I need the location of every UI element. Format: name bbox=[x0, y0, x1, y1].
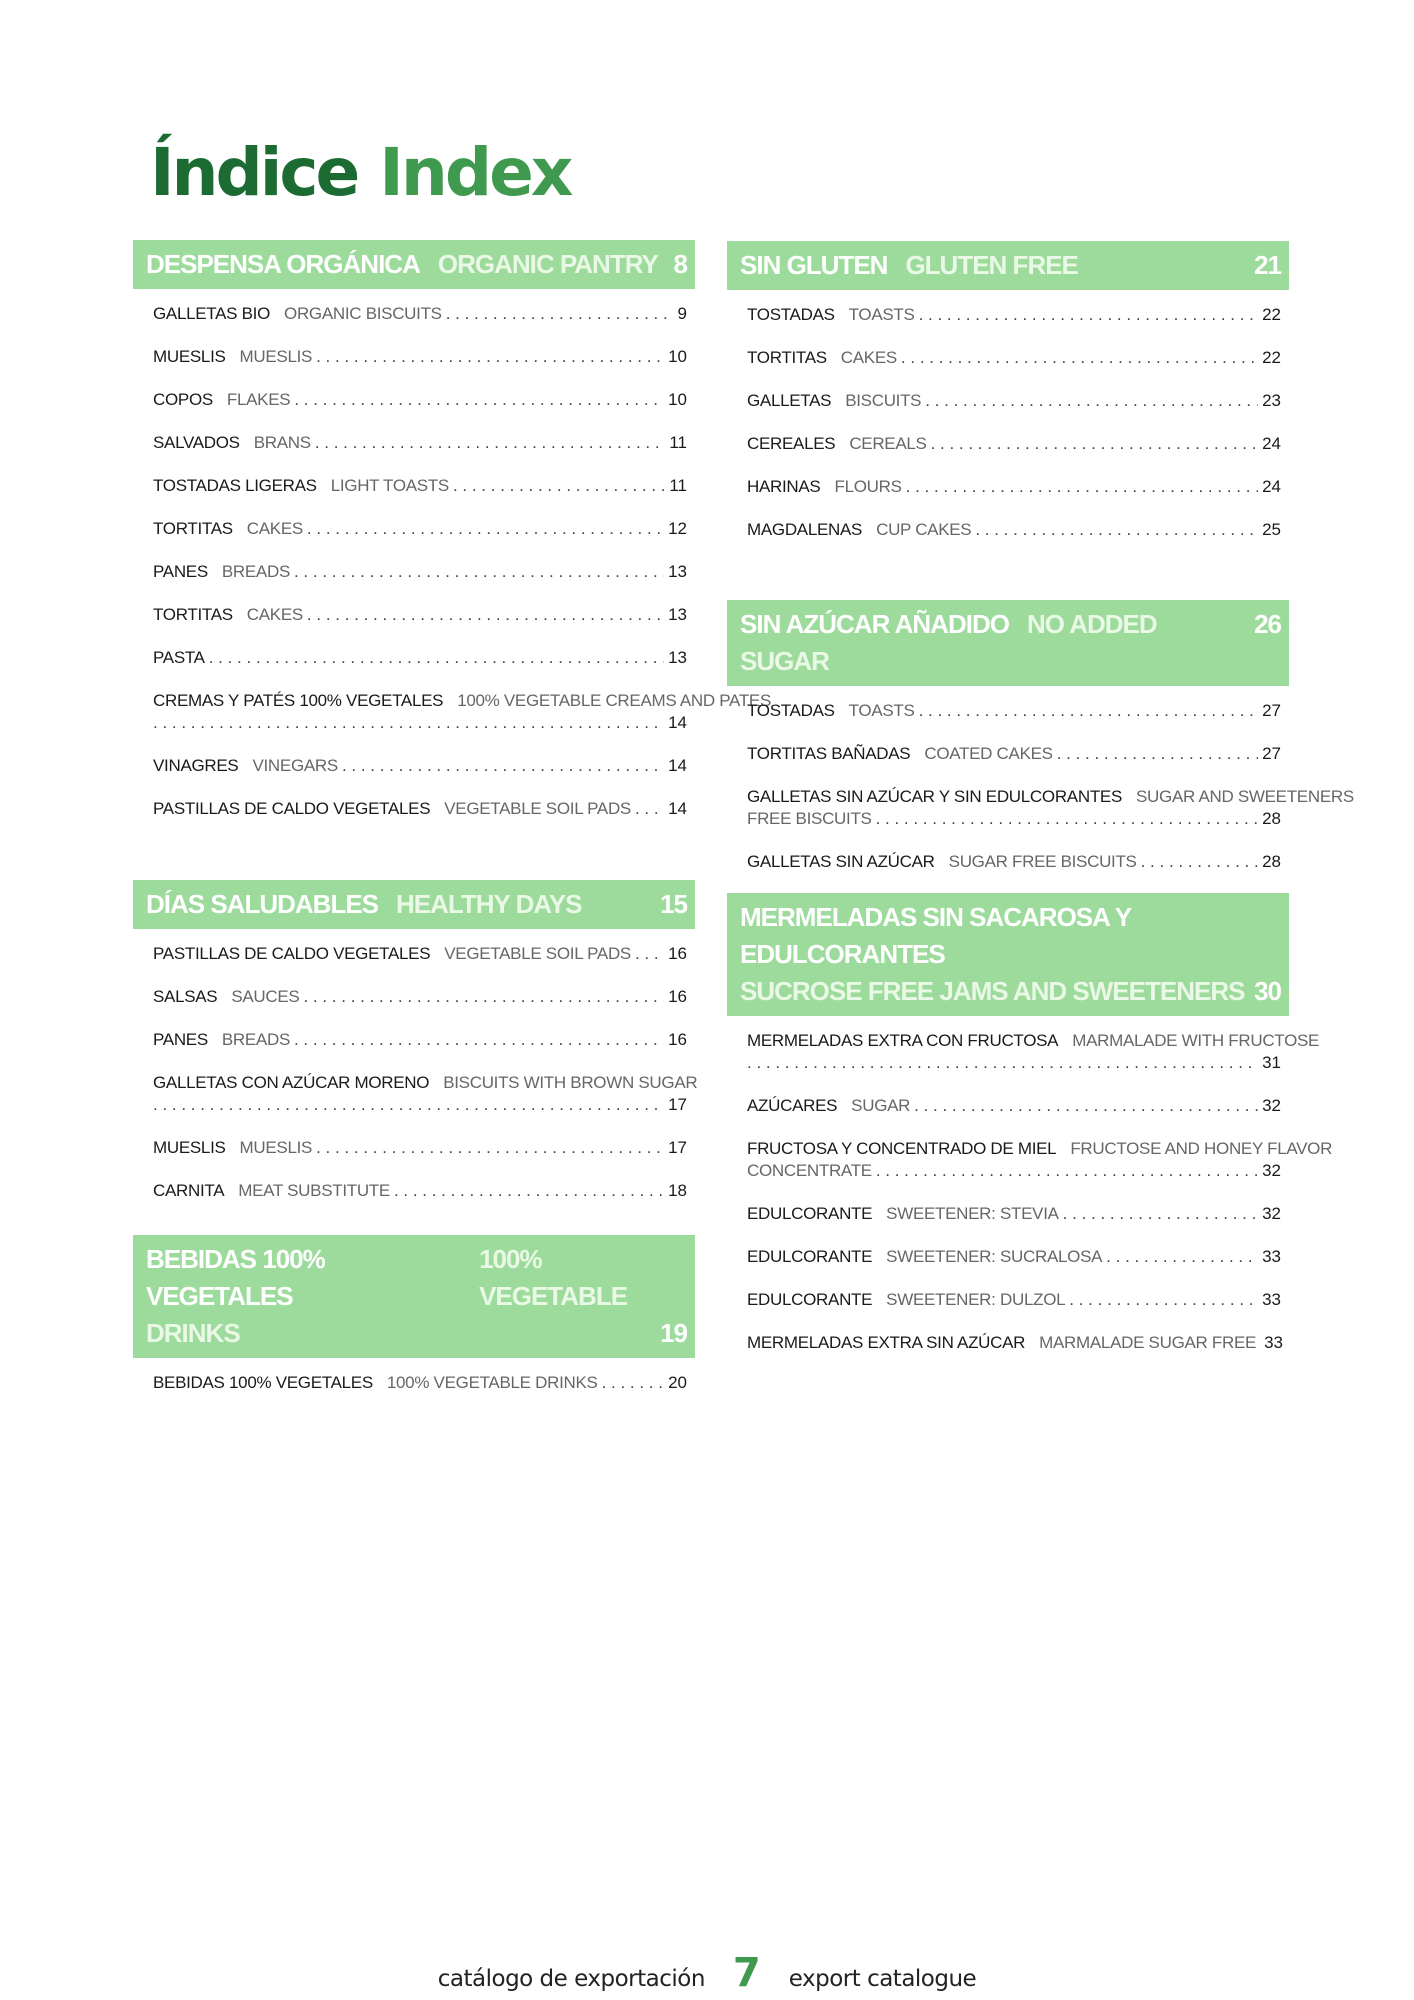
entry-es: FRUCTOSA Y CONCENTRADO DE MIEL bbox=[747, 1139, 1057, 1158]
index-entry[interactable] bbox=[153, 943, 687, 965]
leader-dots bbox=[1069, 1289, 1258, 1311]
header-es: SIN GLUTEN bbox=[740, 250, 888, 280]
entry-es: EDULCORANTE bbox=[747, 1204, 873, 1223]
header-en-2: DRINKS bbox=[146, 1318, 240, 1348]
section-header[interactable] bbox=[727, 600, 1289, 686]
entry-page: 16 bbox=[668, 987, 687, 1006]
entry-es: TORTITAS BAÑADAS bbox=[747, 744, 911, 763]
entry-en: SUGAR AND SWEETENERS bbox=[1136, 787, 1354, 806]
leader-dots bbox=[635, 798, 664, 820]
index-entry[interactable] bbox=[747, 700, 1281, 722]
entry-en: ORGANIC BISCUITS bbox=[284, 304, 442, 323]
leader-dots bbox=[931, 433, 1259, 455]
entry-en: SAUCES bbox=[231, 987, 300, 1006]
entry-page: 32 bbox=[1262, 1096, 1281, 1115]
entry-list bbox=[727, 1030, 1333, 1354]
entry-en: MARMALADE WITH FRUCTOSE bbox=[1072, 1031, 1320, 1050]
header-page: 30 bbox=[1254, 976, 1281, 1006]
entry-list bbox=[133, 303, 771, 820]
entry-es: SALSAS bbox=[153, 987, 218, 1006]
leader-dots bbox=[1141, 851, 1258, 873]
header-es: MERMELADAS SIN SACAROSA Y EDULCORANTES bbox=[740, 902, 1131, 969]
section-header[interactable] bbox=[727, 893, 1289, 1016]
index-entry[interactable] bbox=[153, 604, 687, 626]
leader-dots bbox=[153, 1094, 664, 1116]
entry-page: 31 bbox=[1262, 1053, 1281, 1072]
header-en: ORGANIC PANTRY bbox=[437, 249, 658, 279]
entry-en: CAKES bbox=[246, 605, 303, 624]
leader-dots bbox=[1106, 1246, 1258, 1268]
page-title bbox=[150, 134, 571, 211]
entry-page: 32 bbox=[1262, 1161, 1281, 1180]
entry-es: CARNITA bbox=[153, 1181, 225, 1200]
entry-page: 28 bbox=[1262, 809, 1281, 828]
leader-dots bbox=[316, 346, 664, 368]
entry-es: PANES bbox=[153, 1030, 208, 1049]
entry-es: EDULCORANTE bbox=[747, 1247, 873, 1266]
header-en: GLUTEN FREE bbox=[905, 250, 1078, 280]
entry-page: 24 bbox=[1262, 477, 1281, 496]
entry-page: 12 bbox=[668, 519, 687, 538]
index-entry[interactable] bbox=[747, 304, 1281, 326]
leader-dots bbox=[635, 943, 664, 965]
entry-page: 11 bbox=[669, 433, 687, 452]
leader-dots bbox=[906, 476, 1258, 498]
entry-page: 22 bbox=[1262, 305, 1281, 324]
leader-dots bbox=[209, 647, 664, 669]
entry-page: 25 bbox=[1262, 520, 1281, 539]
section-healthy-days bbox=[133, 880, 698, 1202]
header-es: SIN AZÚCAR AÑADIDO bbox=[740, 609, 1009, 639]
entry-es: MERMELADAS EXTRA SIN AZÚCAR bbox=[747, 1333, 1026, 1352]
entry-es: TOSTADAS LIGERAS bbox=[153, 476, 317, 495]
entry-en: LIGHT TOASTS bbox=[330, 476, 449, 495]
entry-en: FLOURS bbox=[834, 477, 902, 496]
entry-es: TOSTADAS bbox=[747, 701, 835, 720]
entry-en: VINEGARS bbox=[252, 756, 338, 775]
entry-en: VEGETABLE SOIL PADS bbox=[444, 944, 631, 963]
entry-en: MUESLIS bbox=[239, 347, 313, 366]
index-entry[interactable] bbox=[747, 390, 1281, 412]
entry-page: 13 bbox=[668, 562, 687, 581]
entry-es: GALLETAS SIN AZÚCAR bbox=[747, 852, 935, 871]
leader-dots bbox=[303, 986, 664, 1008]
leader-dots bbox=[1057, 743, 1258, 765]
entry-page: 18 bbox=[668, 1181, 687, 1200]
entry-page: 27 bbox=[1262, 701, 1281, 720]
entry-en: BRANS bbox=[253, 433, 311, 452]
entry-en: TOASTS bbox=[848, 701, 915, 720]
header-es: DÍAS SALUDABLES bbox=[146, 889, 379, 919]
entry-es: TOSTADAS bbox=[747, 305, 835, 324]
entry-es: GALLETAS CON AZÚCAR MORENO bbox=[153, 1073, 430, 1092]
entry-page: 9 bbox=[677, 304, 687, 323]
index-entry[interactable] bbox=[153, 798, 687, 820]
page-footer bbox=[0, 1950, 1414, 1996]
entry-es: PASTA bbox=[153, 648, 205, 667]
entry-page: 16 bbox=[668, 944, 687, 963]
header-es: DESPENSA ORGÁNICA bbox=[146, 249, 420, 279]
entry-en: SUGAR FREE BISCUITS bbox=[948, 852, 1137, 871]
index-entry[interactable] bbox=[153, 1180, 687, 1202]
index-entry[interactable] bbox=[747, 851, 1281, 873]
footer-es: catálogo de exportación bbox=[437, 1966, 705, 1992]
header-es: BEBIDAS 100% VEGETALES bbox=[146, 1244, 325, 1311]
entry-es: TORTITAS bbox=[153, 519, 233, 538]
index-entry[interactable] bbox=[747, 1246, 1281, 1268]
entry-es: TORTITAS bbox=[747, 348, 827, 367]
section-gluten-free bbox=[727, 241, 1289, 541]
entry-page: 33 bbox=[1262, 1247, 1281, 1266]
entry-en: MEAT SUBSTITUTE bbox=[238, 1181, 390, 1200]
leader-dots bbox=[294, 1029, 664, 1051]
entry-page: 24 bbox=[1262, 434, 1281, 453]
leader-dots bbox=[294, 561, 664, 583]
title-es: Índice bbox=[150, 134, 358, 211]
entry-en: BREADS bbox=[221, 562, 290, 581]
entry-en-2: FREE BISCUITS bbox=[747, 809, 872, 828]
entry-list bbox=[727, 700, 1354, 873]
entry-es: HARINAS bbox=[747, 477, 821, 496]
entry-en: 100% VEGETABLE CREAMS AND PATES bbox=[457, 691, 771, 710]
leader-dots bbox=[394, 1180, 664, 1202]
entry-es: GALLETAS BIO bbox=[153, 304, 271, 323]
entry-es: SALVADOS bbox=[153, 433, 240, 452]
entry-page: 10 bbox=[668, 390, 687, 409]
entry-page: 14 bbox=[668, 799, 687, 818]
index-entry[interactable] bbox=[153, 389, 687, 411]
index-entry[interactable] bbox=[747, 1030, 1320, 1074]
index-entry[interactable] bbox=[747, 1203, 1281, 1225]
header-page: 26 bbox=[1254, 609, 1281, 639]
index-entry[interactable] bbox=[153, 518, 687, 540]
leader-dots bbox=[919, 304, 1259, 326]
entry-page: 16 bbox=[668, 1030, 687, 1049]
entry-es: TORTITAS bbox=[153, 605, 233, 624]
index-entry[interactable] bbox=[747, 347, 1281, 369]
index-entry[interactable] bbox=[747, 1138, 1333, 1182]
section-header[interactable] bbox=[727, 241, 1289, 290]
section-header[interactable] bbox=[133, 1235, 695, 1358]
index-entry[interactable] bbox=[153, 755, 687, 777]
entry-list bbox=[133, 943, 698, 1202]
entry-en: SUGAR bbox=[851, 1096, 911, 1115]
entry-es: VINAGRES bbox=[153, 756, 239, 775]
entry-es: PASTILLAS DE CALDO VEGETALES bbox=[153, 944, 431, 963]
entry-page: 32 bbox=[1262, 1204, 1281, 1223]
leader-dots bbox=[453, 475, 665, 497]
section-organic-pantry bbox=[133, 240, 771, 820]
entry-page: 10 bbox=[668, 347, 687, 366]
entry-es: EDULCORANTE bbox=[747, 1290, 873, 1309]
entry-page: 22 bbox=[1262, 348, 1281, 367]
leader-dots bbox=[919, 700, 1259, 722]
entry-es: GALLETAS SIN AZÚCAR Y SIN EDULCORANTES bbox=[747, 787, 1122, 806]
section-drinks bbox=[133, 1235, 695, 1394]
index-entry[interactable] bbox=[153, 1072, 698, 1116]
entry-page: 17 bbox=[668, 1138, 687, 1157]
entry-en: FLAKES bbox=[226, 390, 291, 409]
entry-page: 28 bbox=[1262, 852, 1281, 871]
section-no-added-sugar bbox=[727, 600, 1354, 873]
index-entry[interactable] bbox=[747, 1289, 1281, 1311]
entry-page: 23 bbox=[1262, 391, 1281, 410]
header-en: NO ADDED SUGAR bbox=[740, 609, 1157, 676]
leader-dots bbox=[1063, 1203, 1258, 1225]
entry-en: MUESLIS bbox=[239, 1138, 313, 1157]
leader-dots bbox=[876, 808, 1259, 830]
leader-dots bbox=[925, 390, 1258, 412]
title-en: Index bbox=[379, 134, 571, 211]
index-entry[interactable] bbox=[747, 476, 1281, 498]
leader-dots bbox=[747, 1052, 1258, 1074]
index-entry[interactable] bbox=[153, 303, 687, 325]
index-entry[interactable] bbox=[153, 432, 687, 454]
entry-es: PANES bbox=[153, 562, 208, 581]
entry-page: 11 bbox=[669, 476, 687, 495]
header-en: 100% VEGETABLE bbox=[479, 1244, 628, 1311]
entry-en: SWEETENER: DULZOL bbox=[886, 1290, 1066, 1309]
leader-dots bbox=[975, 519, 1258, 541]
leader-dots bbox=[342, 755, 664, 777]
entry-en: SWEETENER: STEVIA bbox=[886, 1204, 1059, 1223]
leader-dots bbox=[446, 303, 674, 325]
entry-es: MERMELADAS EXTRA CON FRUCTOSA bbox=[747, 1031, 1059, 1050]
leader-dots bbox=[307, 518, 664, 540]
entry-en: VEGETABLE SOIL PADS bbox=[444, 799, 631, 818]
header-en: HEALTHY DAYS bbox=[396, 889, 582, 919]
entry-page: 17 bbox=[668, 1095, 687, 1114]
entry-en: 100% VEGETABLE DRINKS bbox=[386, 1373, 598, 1392]
entry-en: BISCUITS WITH BROWN SUGAR bbox=[443, 1073, 698, 1092]
leader-dots bbox=[307, 604, 664, 626]
header-page: 15 bbox=[660, 889, 687, 919]
leader-dots bbox=[294, 389, 664, 411]
index-entry[interactable] bbox=[747, 433, 1281, 455]
leader-dots bbox=[602, 1372, 665, 1394]
entry-en-2: CONCENTRATE bbox=[747, 1161, 872, 1180]
entry-es: CEREALES bbox=[747, 434, 836, 453]
entry-en: CAKES bbox=[246, 519, 303, 538]
index-entry[interactable] bbox=[153, 1372, 687, 1394]
entry-en: MARMALADE SUGAR FREE bbox=[1039, 1333, 1257, 1352]
index-entry[interactable] bbox=[747, 519, 1281, 541]
entry-es: PASTILLAS DE CALDO VEGETALES bbox=[153, 799, 431, 818]
entry-en: COATED CAKES bbox=[924, 744, 1053, 763]
leader-dots bbox=[901, 347, 1258, 369]
entry-es: MUESLIS bbox=[153, 1138, 226, 1157]
index-entry[interactable] bbox=[747, 786, 1354, 830]
entry-es: MAGDALENAS bbox=[747, 520, 863, 539]
leader-dots bbox=[914, 1095, 1258, 1117]
entry-list bbox=[133, 1372, 695, 1394]
index-entry[interactable] bbox=[747, 743, 1281, 765]
index-entry[interactable] bbox=[153, 1029, 687, 1051]
entry-en: TOASTS bbox=[848, 305, 915, 324]
entry-es: MUESLIS bbox=[153, 347, 226, 366]
index-entry[interactable] bbox=[153, 346, 687, 368]
entry-en: BISCUITS bbox=[845, 391, 922, 410]
entry-page: 20 bbox=[668, 1373, 687, 1392]
index-entry[interactable] bbox=[153, 1137, 687, 1159]
entry-en: BREADS bbox=[221, 1030, 290, 1049]
footer-page-number: 7 bbox=[732, 1950, 761, 1996]
entry-page: 14 bbox=[668, 713, 687, 732]
entry-en: CEREALS bbox=[849, 434, 927, 453]
footer-en: export catalogue bbox=[788, 1966, 977, 1992]
entry-en: CUP CAKES bbox=[876, 520, 972, 539]
index-entry[interactable] bbox=[153, 690, 771, 734]
entry-page: 13 bbox=[668, 648, 687, 667]
index-entry[interactable] bbox=[153, 986, 687, 1008]
entry-list bbox=[727, 304, 1289, 541]
leader-dots bbox=[315, 432, 666, 454]
entry-es: GALLETAS bbox=[747, 391, 832, 410]
header-page: 19 bbox=[660, 1318, 687, 1348]
entry-page: 13 bbox=[668, 605, 687, 624]
index-entry[interactable] bbox=[747, 1332, 1281, 1354]
leader-dots bbox=[153, 712, 664, 734]
section-header[interactable] bbox=[133, 240, 695, 289]
entry-page: 33 bbox=[1262, 1290, 1281, 1309]
leader-dots bbox=[876, 1160, 1258, 1182]
index-entry[interactable] bbox=[153, 475, 687, 497]
entry-en: SWEETENER: SUCRALOSA bbox=[886, 1247, 1103, 1266]
entry-es: COPOS bbox=[153, 390, 213, 409]
entry-es: CREMAS Y PATÉS 100% VEGETALES bbox=[153, 691, 444, 710]
header-en: SUCROSE FREE JAMS AND SWEETENERS bbox=[740, 976, 1245, 1006]
entry-en: CAKES bbox=[840, 348, 897, 367]
section-header[interactable] bbox=[133, 880, 695, 929]
leader-dots bbox=[316, 1137, 664, 1159]
index-entry[interactable] bbox=[153, 647, 687, 669]
entry-es: AZÚCARES bbox=[747, 1096, 838, 1115]
header-page: 8 bbox=[673, 249, 687, 279]
entry-page: 14 bbox=[668, 756, 687, 775]
index-entry[interactable] bbox=[153, 561, 687, 583]
entry-es: BEBIDAS 100% VEGETALES bbox=[153, 1373, 373, 1392]
entry-page: 27 bbox=[1262, 744, 1281, 763]
section-jams bbox=[727, 893, 1333, 1354]
header-page: 21 bbox=[1254, 250, 1281, 280]
entry-page: 33 bbox=[1264, 1333, 1283, 1352]
index-entry[interactable] bbox=[747, 1095, 1281, 1117]
entry-en: FRUCTOSE AND HONEY FLAVOR bbox=[1070, 1139, 1333, 1158]
